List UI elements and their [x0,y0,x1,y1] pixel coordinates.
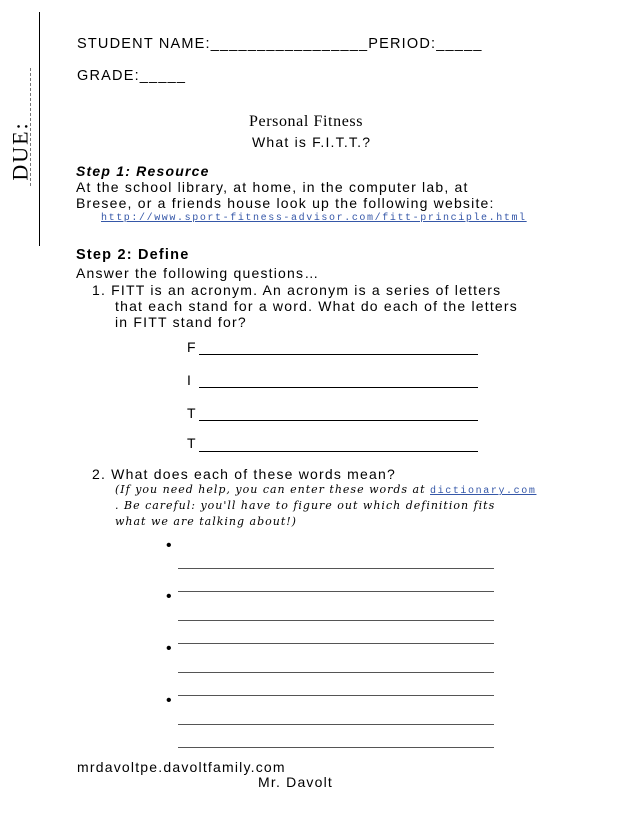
answer-line-t1[interactable] [199,420,478,421]
letter-t2: T [187,435,196,451]
question1-line3: in FITT stand for? [115,314,247,330]
bullet-2: • [166,588,172,605]
fitt-principle-link[interactable]: http://www.sport-fitness-advisor.com/fitt-principle.html [101,213,527,224]
dictionary-link[interactable]: dictionary.com [430,486,537,497]
question2-note-line2: . Be careful: you'll have to figure out which definition fits [115,499,496,512]
answer-line-t2[interactable] [199,451,478,452]
bullet-4: • [166,692,172,709]
definition-line[interactable] [178,568,494,569]
answer-line-f[interactable] [199,354,478,355]
question2-note-line1: (If you need help, you can enter these words at dictionary.com [115,483,537,497]
step2-intro: Answer the following questions… [76,265,320,281]
grade-line: GRADE:_____ [77,68,187,84]
step2-heading: Step 2: Define [76,247,190,263]
question2-line1: 2. What does each of these words mean? [92,466,396,482]
due-label: DUE: [7,121,33,181]
bullet-3: • [166,640,172,657]
definition-line[interactable] [178,620,494,621]
student-name-period-line: STUDENT NAME:_________________PERIOD:_____ [77,36,483,52]
due-date-blank [30,68,31,186]
footer-website: mrdavoltpe.davoltfamily.com [77,759,286,775]
document-subtitle: What is F.I.T.T.? [252,134,372,150]
definition-line[interactable] [178,747,494,748]
question1-line1: 1. FITT is an acronym. An acronym is a series of letters [92,282,502,298]
question2-note-line3: what we are talking about!) [115,515,297,528]
definition-line[interactable] [178,695,494,696]
letter-i: I [187,372,191,388]
footer-author: Mr. Davolt [258,774,334,790]
definition-line[interactable] [178,591,494,592]
document-title: Personal Fitness [249,113,364,130]
question1-line2: that each stand for a word. What do each of the letters [115,298,518,314]
step1-text-line1: At the school library, at home, in the computer lab, at [76,179,469,195]
letter-f: F [187,339,196,355]
definition-line[interactable] [178,643,494,644]
definition-line[interactable] [178,672,494,673]
step1-heading: Step 1: Resource [76,163,210,179]
step1-text-line2: Bresee, or a friends house look up the following website: [76,195,495,211]
margin-rule [39,12,40,246]
answer-line-i[interactable] [199,387,478,388]
definition-line[interactable] [178,724,494,725]
letter-t1: T [187,405,196,421]
bullet-1: • [166,537,172,554]
